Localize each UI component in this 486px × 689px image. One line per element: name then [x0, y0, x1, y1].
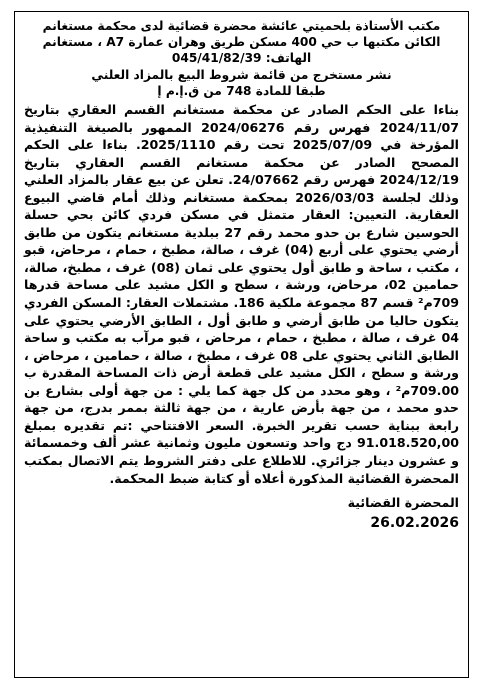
legal-notice [14, 11, 469, 678]
notice-header [24, 18, 459, 99]
notice-title: نشر مستخرج من قائمة شروط البيع بالمزاد العلني [91, 67, 392, 82]
signature: المحضرة القضائية [347, 495, 459, 511]
notice-footer [24, 493, 459, 533]
legal-article: طبقا للمادة 748 من ق.إ.م إ [157, 83, 326, 98]
notice-paragraph: بناءا على الحكم الصادر عن محكمة مستغانم القسم العقاري بتاريخ 2024/11/07 فهرس رقم 2024/06276 الممهور بالصيغة التنفيذية المؤرخة في 2025/07/09 تحت رقم 2025/1110. بناءا على الحكم المصحح الصادر عن محكمة مستغانم القسم العقاري بتاريخ 2024/12/19 فهرس رقم 24/07662. تعلن عن بيع عقار بالمزاد العلني وذلك لجلسة 2026/03/03 بمحكمة مستغانم وذلك أمام قاضي البيوع العقارية. التعيين: العقار متمثل في مسكن فردي كائن بحي حسلة الحوسين شارع بن حدو محمد رقم 27 ببلدية مستغانم يتكون من طابق أرضي يحتوي على أربع (04) غرف ، صالة، مطبخ ، حمام ، مرحاض، قبو ، مكتب ، ساحة و طابق أول يحتوي على ثمان (08) غرف ، مطبخ، صالة، حمامين 02، مرحاض، ورشة ، سطح و الكل مشيد على مساحة قدرها 709م² قسم 87 مجموعة ملكية 186. مشتملات العقار: المسكن الفردي يتكون حاليا من طابق أرضي و طابق أول ، الطابق الأرضي يحتوي على 04 غرف ، صالة ، مطبخ ، حمام ، مرحاض ، قبو مرآب به مكتب و ساحة الطابق الثاني يحتوي على 08 غرف ، مطبخ ، صالة ، حمامين ، مرحاض ، ورشة و سطح ، الكل مشيد على قطعة أرض ذات المساحة المقدرة ب 709.00م² ، وهو محدد من كل جهة كما يلي : من جهة أولى بشارع بن حدو محمد ، من جهة بأرض عارية ، من جهة ثالثة بممر بدرج، من جهة رابعة ببناية حسب تقرير الخبرة. السعر الافتتاحي :تم تقديره بمبلغ 91.018.520,00 دج واحد وتسعون مليون وثمانية عشر ألف وخمسمائة و عشرون دينار جزائري. للاطلاع على دفتر الشروط يتم الاتصال بمكتب المحضرة القضائية المذكورة أعلاه أو كتابة ضبط المحكمة. [24, 102, 459, 486]
office-address: الكائن مكتبها ب حي 400 مسكن طريق وهران عمارة A7 ، مستغانم [42, 35, 441, 50]
office-phone: الهاتف: 045/41/82/39 [171, 51, 312, 66]
notice-body [24, 101, 459, 487]
office-name: مكتب الأستاذة بلحميتي عائشة محضرة قضائية لدى محكمة مستغانم [42, 19, 441, 33]
notice-date: 26.02.2026 [370, 515, 459, 532]
